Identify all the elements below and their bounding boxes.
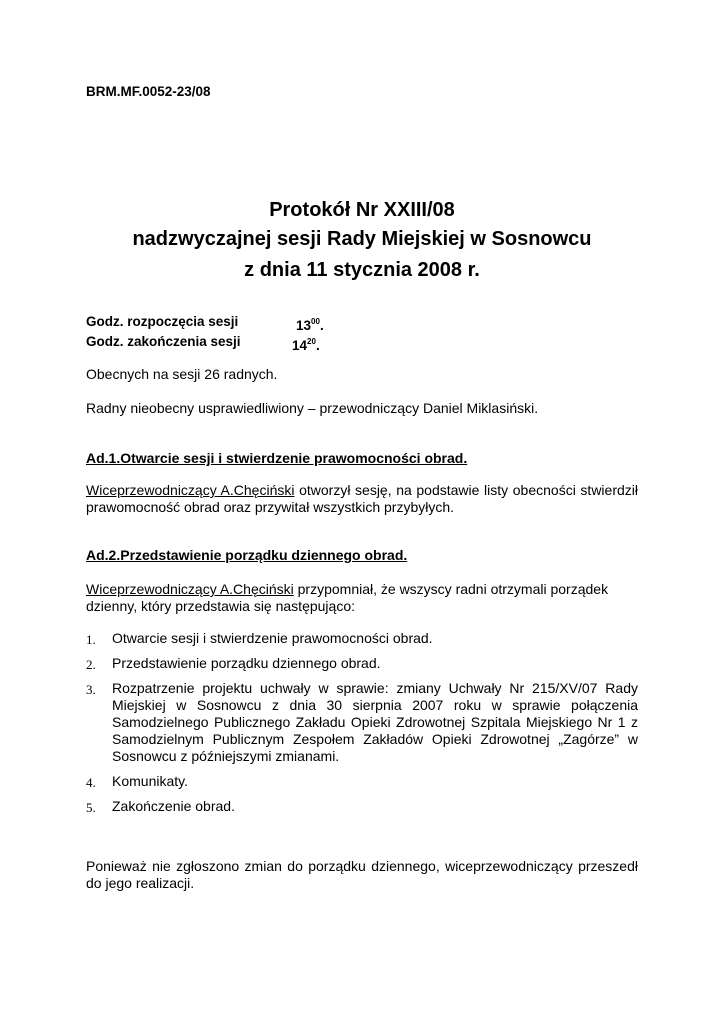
agenda-item <box>86 655 638 672</box>
section-1-heading: Ad.1.Otwarcie sesji i stwierdzenie prawomocności obrad. <box>86 450 468 466</box>
session-hours <box>86 312 324 353</box>
attendance-text: Obecnych na sesji 26 radnych. <box>86 366 278 382</box>
agenda-item-text: Przedstawienie porządku dziennego obrad. <box>112 655 381 671</box>
section-2-paragraph <box>86 581 634 615</box>
agenda-item-text: Komunikaty. <box>112 773 188 789</box>
agenda-item <box>86 798 638 815</box>
agenda-item-number: 1. <box>86 632 96 647</box>
document-title <box>86 196 638 285</box>
agenda-item-number: 3. <box>86 682 96 697</box>
section-1-paragraph <box>86 482 638 516</box>
agenda-item-text: Zakończenie obrad. <box>112 798 235 814</box>
closing-paragraph: Ponieważ nie zgłoszono zmian do porządku dziennego, wiceprzewodniczący przeszedł do jego realizacji. <box>86 858 638 891</box>
agenda-item <box>86 680 638 765</box>
agenda-item-text: Otwarcie sesji i stwierdzenie prawomocności obrad. <box>112 630 433 646</box>
document-reference: BRM.MF.0052-23/08 <box>86 84 211 99</box>
title-line-1: Protokół Nr XXIII/08 <box>269 199 455 221</box>
title-line-2: nadzwyczajnej sesji Rady Miejskiej w Sosnowcu <box>132 228 592 250</box>
session-end-time: $14^{20}$. <box>292 337 320 353</box>
session-end-label: Godz. zakończenia sesji <box>86 334 241 349</box>
agenda-item <box>86 773 638 790</box>
agenda-item-number: 4. <box>86 775 96 790</box>
agenda-list <box>86 630 638 823</box>
section-1-text: otworzył sesję, na podstawie listy obecności stwierdził prawomocność obrad oraz przywitał wszystkich przybyłych. <box>86 482 638 515</box>
section-1-speaker: Wiceprzewodniczący A.Chęciński <box>86 482 295 498</box>
agenda-item-number: 2. <box>86 657 96 672</box>
agenda-item-number: 5. <box>86 800 96 815</box>
agenda-item-text: Rozpatrzenie projektu uchwały w sprawie: zmiany Uchwały Nr 215/XV/07 Rady Miejskiej w Sosnowcu z dnia 30 sierpnia 2007 roku w sprawie połączenia Samodzielnego Publicznego Zakładu Opieki Zdrowotnej Szpitala Miejskiego Nr 1 z Samodzielnym Publicznym Zespołem Zakładów Opieki Zdrowotnej „Zagórze” w Sosnowcu z późniejszymi zmianami. <box>112 680 638 764</box>
session-start-label: Godz. rozpoczęcia sesji <box>86 314 239 329</box>
session-end-row <box>86 332 320 353</box>
session-start-time: $13^{00}$. <box>296 317 324 333</box>
section-2-heading: Ad.2.Przedstawienie porządku dziennego obrad. <box>86 547 408 563</box>
agenda-item <box>86 630 638 647</box>
absent-text: Radny nieobecny usprawiedliwiony – przewodniczący Daniel Miklasiński. <box>86 400 539 416</box>
title-line-3: z dnia 11 stycznia 2008 r. <box>244 259 480 281</box>
section-2-text: przypomniał, że wszyscy radni otrzymali porządek dzienny, który przedstawia się następująco: <box>86 581 609 614</box>
section-2-speaker: Wiceprzewodniczący A.Chęciński <box>86 581 294 597</box>
session-start-row <box>86 312 324 333</box>
